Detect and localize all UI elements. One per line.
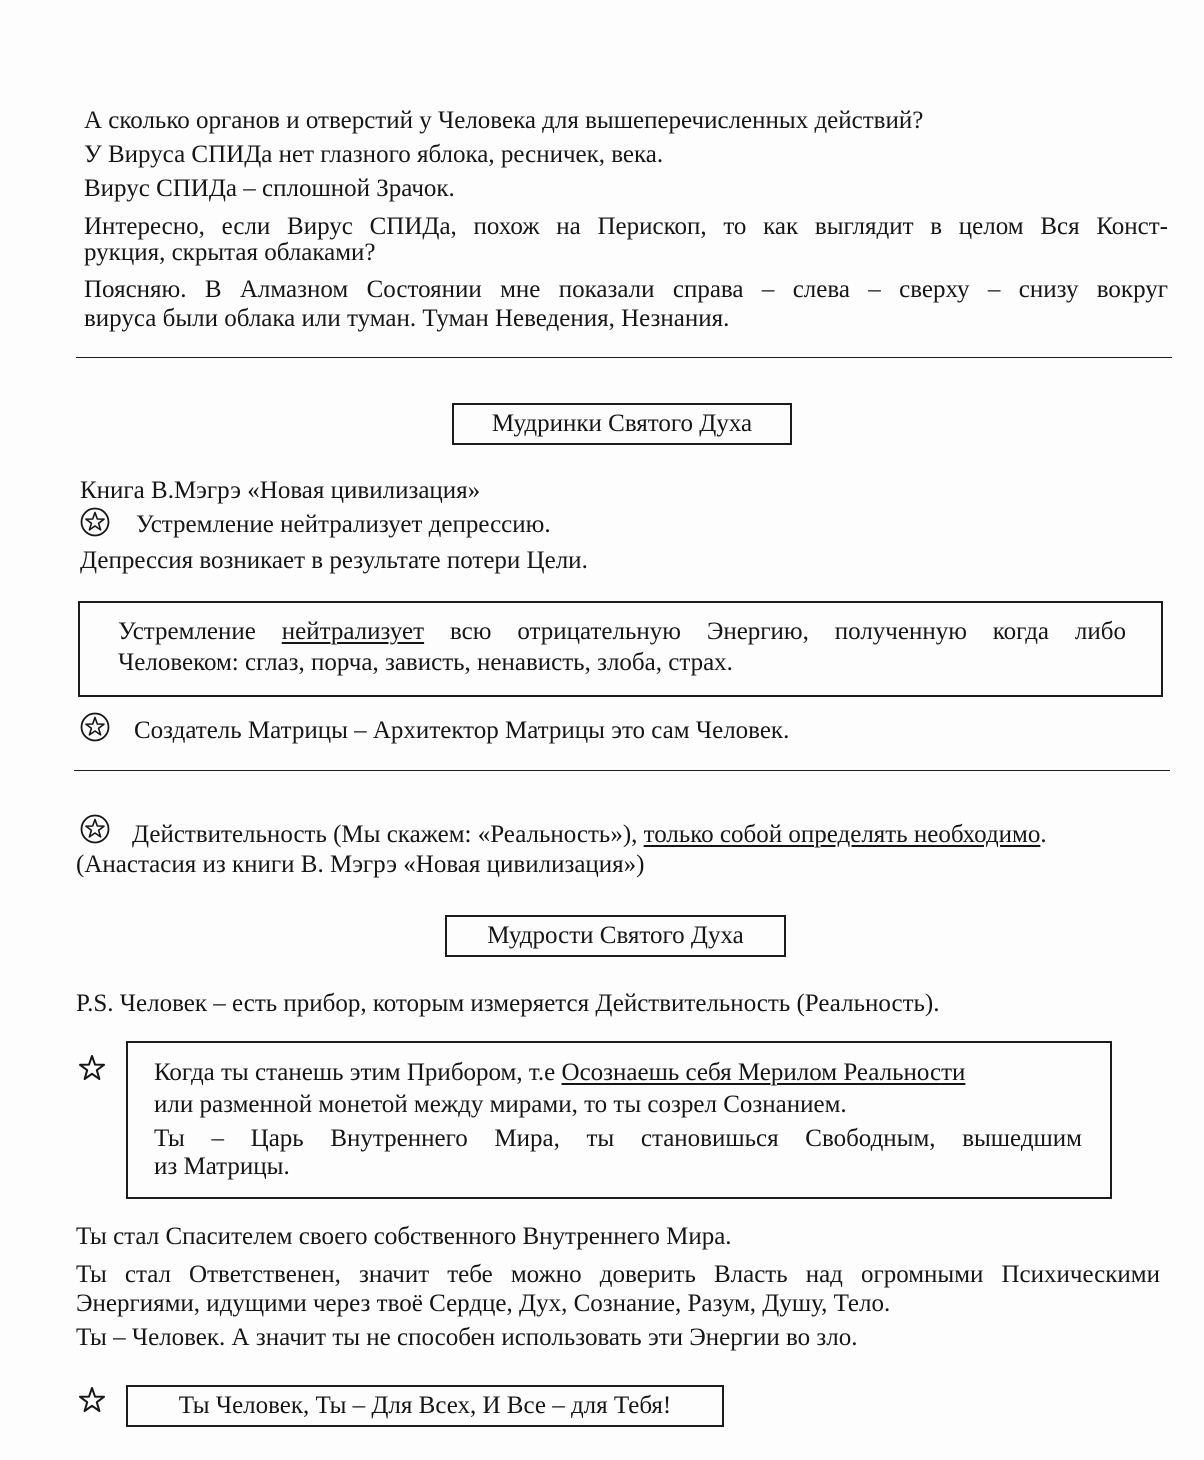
circled-star-icon <box>80 507 110 537</box>
quote-box-line: Ты – Царь Внутреннего Мира, ты становишься Свободным, вышедшим <box>154 1125 1082 1152</box>
book-reference: Книга В.Мэгрэ «Новая цивилизация» <box>80 477 481 504</box>
quote-line: Депрессия возникает в результате потери Цели. <box>80 547 588 574</box>
body-line: Ты стал Спасителем своего собственного Внутреннего Мира. <box>76 1223 732 1250</box>
section-title-box <box>452 403 792 445</box>
body-line: Энергиями, идущими через твоё Сердце, Дух, Сознание, Разум, Душу, Тело. <box>76 1290 891 1317</box>
final-statement: Ты Человек, Ты – Для Всех, И Все – для Тебя! <box>178 1392 672 1419</box>
quote-box-line: из Матрицы. <box>154 1153 290 1180</box>
intro-line: Поясняю. В Алмазном Состоянии мне показали справа – слева – сверху – снизу вокруг <box>84 276 1168 303</box>
quote-source: (Анастасия из книги В. Мэгрэ «Новая цивилизация») <box>76 851 645 878</box>
ps-line: P.S. Человек – есть прибор, которым измеряется Действительность (Реальность). <box>76 990 940 1017</box>
underlined-text: нейтрализует <box>281 618 425 645</box>
outline-star-icon <box>78 1054 106 1082</box>
quote-line: Устремление нейтрализует депрессию. <box>136 511 551 538</box>
quote-box-line: Когда ты станешь этим Прибором, т.е Осознаешь себя Мерилом Реальности <box>154 1059 966 1086</box>
quote-box-line: Человеком: сглаз, порча, зависть, ненависть, злоба, страх. <box>118 649 733 676</box>
outline-star-icon <box>78 1386 106 1414</box>
divider <box>74 770 1170 771</box>
intro-line: А сколько органов и отверстий у Человека для вышеперечисленных действий? <box>84 107 924 134</box>
quote-line: Действительность (Мы скажем: «Реальность»), только собой определять необходимо. <box>132 821 1047 848</box>
quote-line: Создатель Матрицы – Архитектор Матрицы это сам Человек. <box>134 717 790 744</box>
section-title-box <box>445 915 786 957</box>
circled-star-icon <box>80 712 110 742</box>
intro-line: рукция, скрытая облаками? <box>84 239 376 266</box>
underlined-text: только собой определять необходимо <box>643 821 1041 848</box>
divider <box>76 357 1172 358</box>
intro-line: Интересно, если Вирус СПИДа, похож на Перископ, то как выглядит в целом Вся Конст- <box>84 213 1168 240</box>
body-line: Ты – Человек. А значит ты не способен использовать эти Энергии во зло. <box>76 1324 858 1351</box>
circled-star-icon <box>80 814 110 844</box>
quote-box-line: Устремление нейтрализует всю отрицательную Энергию, полученную когда либо <box>118 618 1126 645</box>
intro-line: вируса были облака или туман. Туман Неведения, Незнания. <box>84 305 730 332</box>
section-title: Мудринки Святого Духа <box>491 410 753 437</box>
intro-line: Вирус СПИДа – сплошной Зрачок. <box>84 175 455 202</box>
final-statement-box <box>126 1385 724 1427</box>
section-title: Мудрости Святого Духа <box>487 922 744 949</box>
intro-line: У Вируса СПИДа нет глазного яблока, ресничек, века. <box>84 141 664 168</box>
body-line: Ты стал Ответственен, значит тебе можно доверить Власть над огромными Психическими <box>76 1261 1160 1288</box>
quote-box-line: или разменной монетой между мирами, то ты созрел Сознанием. <box>154 1091 847 1118</box>
underlined-text: Осознаешь себя Мерилом Реальности <box>561 1059 966 1086</box>
